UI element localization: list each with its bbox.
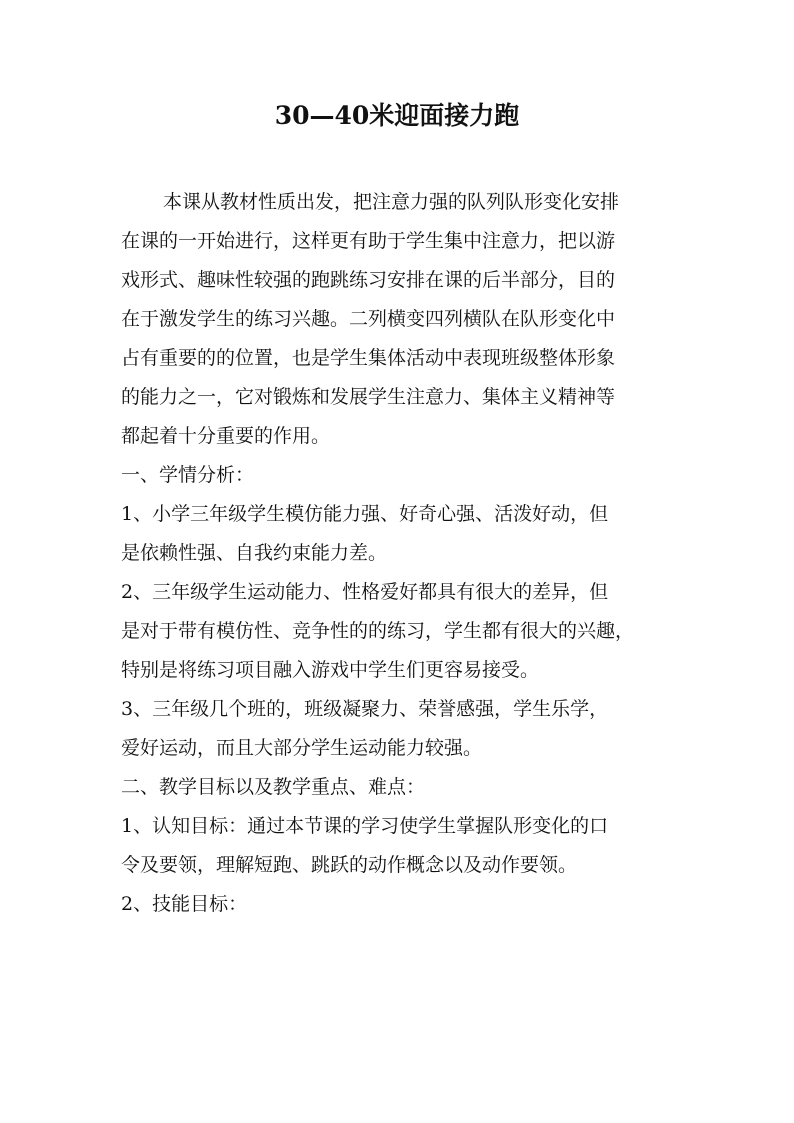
intro-line: 的能力之一，它对锻炼和发展学生注意力、集体主义精神等	[121, 386, 616, 408]
analysis-item-line: 是依赖性强、自我约束能力差。	[121, 542, 388, 564]
section-heading-learning-analysis: 一、学情分析：	[121, 464, 255, 486]
goal-item-2-heading: 2、技能目标：	[121, 893, 248, 915]
document-title: 30—40米迎面接力跑	[274, 101, 520, 130]
goal-item-line: 1、认知目标：通过本节课的学习使学生掌握队形变化的口	[121, 815, 609, 837]
intro-line: 本课从教材性质出发，把注意力强的队列队形变化安排	[163, 191, 620, 213]
analysis-item-line: 爱好运动，而且大部分学生运动能力较强。	[121, 737, 483, 759]
intro-line: 都起着十分重要的作用。	[121, 425, 331, 447]
intro-line: 戏形式、趣味性较强的跑跳练习安排在课的后半部分，目的	[121, 269, 616, 291]
analysis-item-1	[121, 495, 681, 573]
intro-line: 占有重要的的位置，也是学生集体活动中表现班级整体形象	[121, 347, 616, 369]
intro-paragraph	[121, 183, 681, 456]
intro-line: 在于激发学生的练习兴趣。二列横变四列横队在队形变化中	[121, 308, 616, 330]
analysis-item-line: 3、三年级几个班的，班级凝聚力、荣誉感强，学生乐学，	[121, 698, 609, 720]
analysis-item-3	[121, 690, 681, 768]
section-heading-teaching-goals: 二、教学目标以及教学重点、难点：	[121, 776, 426, 798]
goal-item-line: 令及要领，理解短跑、跳跃的动作概念以及动作要领。	[121, 854, 578, 876]
analysis-item-2	[121, 573, 681, 690]
analysis-item-line: 1、小学三年级学生模仿能力强、好奇心强、活泼好动，但	[121, 503, 609, 525]
analysis-item-line: 2、三年级学生运动能力、性格爱好都具有很大的差异，但	[121, 581, 609, 603]
intro-line: 在课的一开始进行，这样更有助于学生集中注意力，把以游	[121, 230, 616, 252]
document-body	[121, 183, 681, 924]
analysis-item-line: 特别是将练习项目融入游戏中学生们更容易接受。	[121, 659, 540, 681]
goal-item-1	[121, 807, 681, 885]
analysis-item-line: 是对于带有模仿性、竞争性的的练习，学生都有很大的兴趣，	[121, 620, 635, 642]
